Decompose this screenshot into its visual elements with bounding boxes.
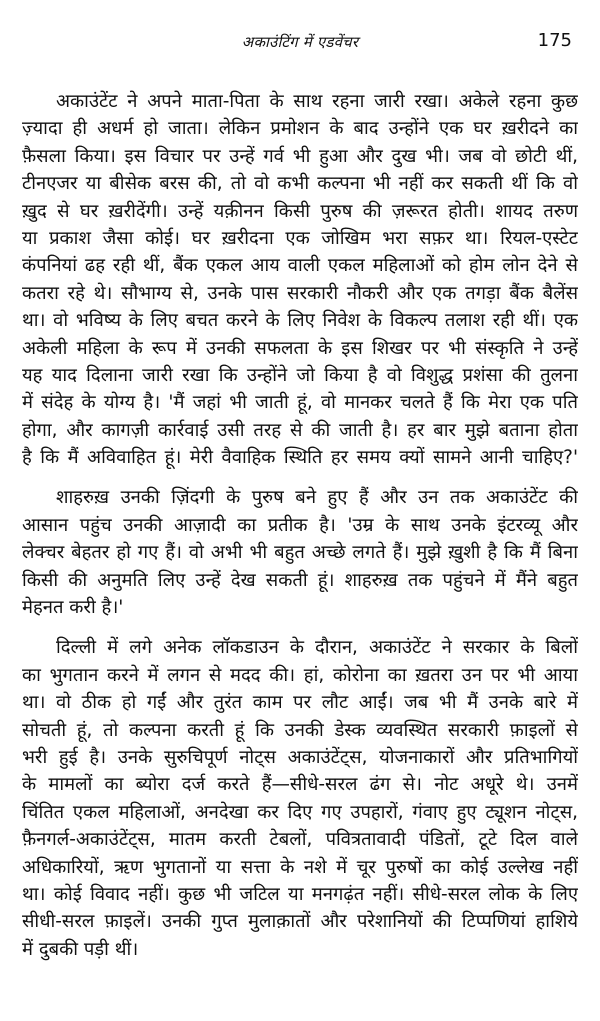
text-line: ज़्यादा ही अधर्म हो जाता। लेकिन प्रमोशन के बाद उन्होंने एक घर ख़रीदने का — [22, 118, 578, 140]
text-line: होगा, और कागज़ी कार्रवाई उसी तरह से की जाती है। हर बार मुझे बताना होता — [22, 419, 578, 441]
text-line: कंपनियां ढह रही थीं, बैंक एकल आय वाली एकल महिलाओं को होम लोन देने से — [22, 255, 578, 277]
body-text — [22, 88, 578, 963]
paragraph-gap — [22, 621, 578, 634]
text-line: था। कोई विवाद नहीं। कुछ भी जटिल या मनगढ़ंत नहीं। सीधे-सरल लोक के लिए — [22, 883, 578, 905]
text-line: है कि मैं अविवाहित हूं। मेरी वैवाहिक स्थिति हर समय क्यों सामने आनी चाहिए?' — [22, 447, 578, 469]
text-line: के मामलों का ब्योरा दर्ज करते हैं—सीधे-सरल ढंग से। नोट अधूरे थे। उनमें — [22, 774, 578, 796]
text-line: में संदेह के योग्य है। 'मैं जहां भी जाती हूं, वो मानकर चलते हैं कि मेरा एक पति — [22, 392, 578, 414]
text-line: सोचती हूं, तो कल्पना करती हूं कि उनकी डेस्क व्यवस्थित सरकारी फ़ाइलों से — [22, 719, 578, 741]
text-line: शाहरुख़ उनकी ज़िंदगी के पुरुष बने हुए हैं और उन तक अकाउंटेंट की — [56, 487, 578, 509]
text-line: अधिकारियों, ऋण भुगतानों या सत्ता के नशे में चूर पुरुषों का कोई उल्लेख नहीं — [22, 856, 578, 878]
text-line: दिल्ली में लगे अनेक लॉकडाउन के दौरान, अकाउंटेंट ने सरकार के बिलों — [56, 637, 578, 659]
paragraph-gap — [22, 471, 578, 484]
text-line: चिंतित एकल महिलाओं, अनदेखा कर दिए गए उपहारों, गंवाए हुए ट्यूशन नोट्स, — [22, 801, 578, 823]
text-line: ख़ुद से घर ख़रीदेंगी। उन्हें यक़ीनन किसी पुरुष की ज़रूरत होती। शायद तरुण — [22, 200, 578, 222]
text-line: था। वो ठीक हो गईं और तुरंत काम पर लौट आईं। जब भी मैं उनके बारे में — [22, 692, 578, 714]
text-line: टीनएजर या बीसेक बरस की, तो वो कभी कल्पना भी नहीं कर सकती थीं कि वो — [22, 173, 578, 195]
text-line: मेहनत करी है।' — [22, 597, 124, 619]
text-line: अकाउंटेंट ने अपने माता-पिता के साथ रहना जारी रखा। अकेले रहना कुछ — [56, 91, 578, 112]
page-number: 175 — [537, 30, 572, 51]
text-line: किसी की अनुमति लिए उन्हें देख सकती हूं। शाहरुख़ तक पहुंचने में मैंने बहुत — [22, 569, 578, 591]
text-line: कतरा रहे थे। सौभाग्य से, उनके पास सरकारी नौकरी और एक तगड़ा बैंक बैलेंस — [22, 282, 578, 304]
text-line: अकेली महिला के रूप में उनकी सफलता के इस शिखर पर भी संस्कृति ने उन्हें — [22, 337, 578, 359]
text-line: यह याद दिलाना जारी रखा कि उन्होंने जो किया है वो विशुद्ध प्रशंसा की तुलना — [22, 364, 578, 386]
text-line: में दुबकी पड़ी थीं। — [22, 938, 139, 960]
text-line: सीधी-सरल फ़ाइलें। उनकी गुप्त मुलाक़ातों और परेशानियों की टिप्पणियां हाशिये — [22, 911, 578, 933]
paragraph-1 — [22, 88, 578, 471]
text-line: था। वो भविष्य के लिए बचत करने के लिए निवेश के विकल्प तलाश रही थीं। एक — [22, 310, 578, 332]
text-line: आसान पहुंच उनकी आज़ादी का प्रतीक है। 'उम्र के साथ उनके इंटरव्यू और — [22, 514, 578, 536]
text-line: फ़ैसला किया। इस विचार पर उन्हें गर्व भी हुआ और दुख भी। जब वो छोटी थीं, — [22, 145, 578, 167]
text-line: लेक्चर बेहतर हो गए हैं। वो अभी भी बहुत अच्छे लगते हैं। मुझे ख़ुशी है कि मैं बिना — [22, 542, 578, 564]
text-line: या प्रकाश जैसा कोई। घर ख़रीदना एक जोखिम भरा सफ़र था। रियल-एस्टेट — [22, 227, 578, 249]
text-line: भरी हुई है। उनके सुरुचिपूर्ण नोट्स अकाउंटेंट्स, योजनाकारों और प्रतिभागियों — [22, 746, 578, 768]
paragraph-3 — [22, 634, 578, 963]
paragraph-2 — [22, 484, 578, 621]
text-line: फ़ैनगर्ल-अकाउंटेंट्स, मातम करती टेबलों, पवित्रतावादी पंडितों, टूटे दिल वाले — [22, 829, 578, 851]
running-head: अकाउंटिंग में एडवेंचर — [241, 33, 359, 51]
text-line: का भुगतान करने में लगन से मदद की। हां, कोरोना का ख़तरा उन पर भी आया — [22, 664, 578, 686]
